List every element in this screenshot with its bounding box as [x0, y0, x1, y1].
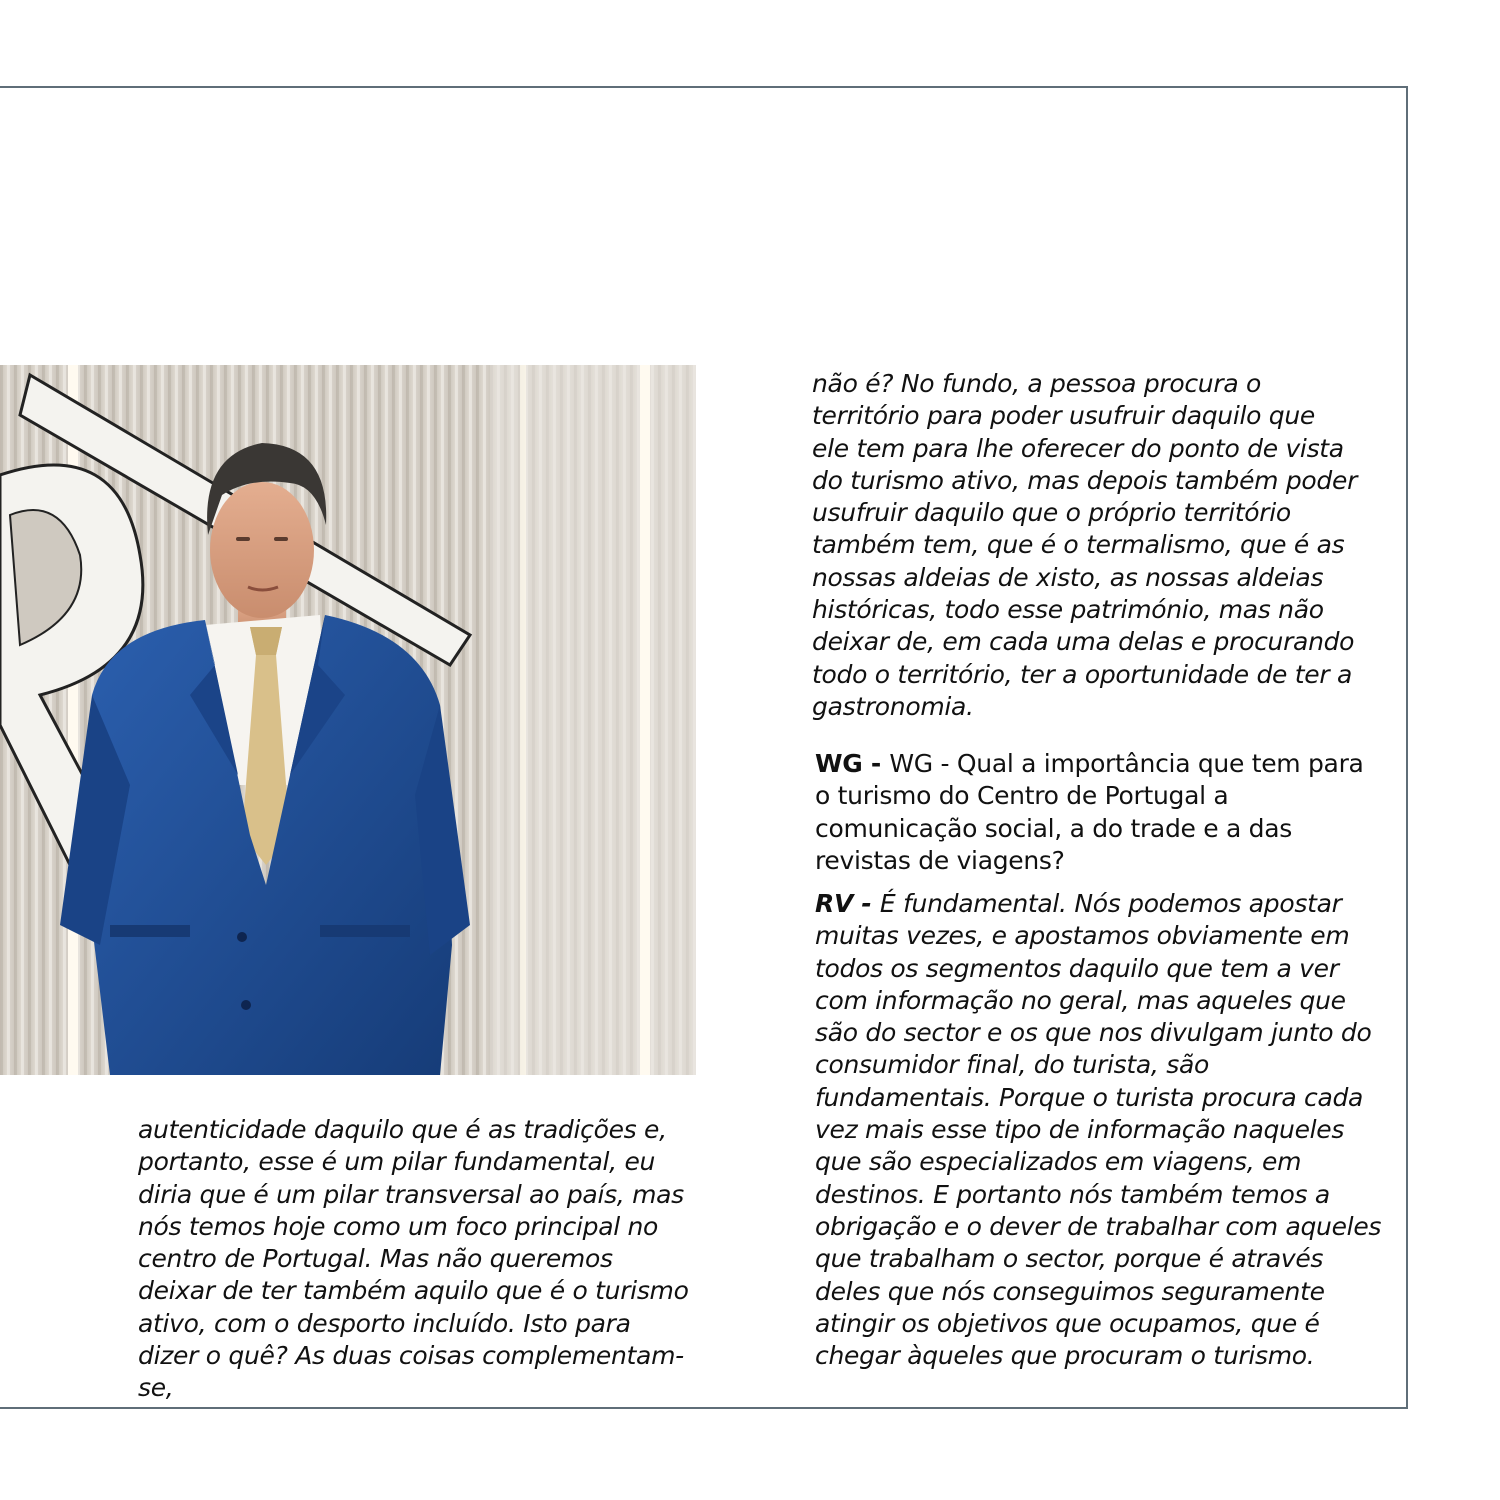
- text-line: usufruir daquilo que o próprio território: [812, 498, 1291, 528]
- text-line: revistas de viagens?: [815, 845, 1065, 875]
- text-line: [815, 748, 1375, 780]
- interview-answer: [815, 888, 1385, 1372]
- text-line: chegar àqueles que procuram o turismo.: [815, 1341, 1315, 1371]
- text-line: também tem, que é o termalismo, que é as: [812, 530, 1345, 560]
- text-line: do turismo ativo, mas depois também poder: [812, 465, 1358, 495]
- text-line: são do sector e os que nos divulgam junto do: [815, 1018, 1372, 1048]
- text-line: nossas aldeias de xisto, as nossas aldeias: [812, 562, 1324, 592]
- right-column-text: [812, 368, 1372, 723]
- text-line: deixar de ter também aquilo que é o turismo: [138, 1276, 689, 1306]
- text-line: território para poder usufruir daquilo que: [812, 401, 1315, 431]
- text-line: consumidor final, do turista, são: [815, 1050, 1209, 1080]
- text-line: dizer o quê? As duas coisas complementam-se,: [138, 1341, 684, 1403]
- text-line: [815, 888, 1385, 920]
- text-line: ativo, com o desporto incluído. Isto para: [138, 1308, 631, 1338]
- text-line: com informação no geral, mas aqueles que: [815, 985, 1346, 1015]
- text-line: deixar de, em cada uma delas e procurando: [812, 627, 1355, 657]
- answer-tag: RV -: [815, 889, 880, 918]
- text-line: centro de Portugal. Mas não queremos: [138, 1244, 613, 1274]
- text-line: todos os segmentos daquilo que tem a ver: [815, 953, 1339, 983]
- text-line: deles que nós conseguimos seguramente: [815, 1276, 1325, 1306]
- text-line: não é? No fundo, a pessoa procura o: [812, 369, 1261, 398]
- text-line: nós temos hoje como um foco principal no: [138, 1211, 659, 1241]
- text-line: históricas, todo esse património, mas não: [812, 595, 1324, 625]
- text-line: autenticidade daquilo que é as tradições e,: [138, 1115, 667, 1144]
- interview-question: [815, 748, 1375, 877]
- answer-line: É fundamental. Nós podemos apostar: [879, 889, 1342, 918]
- text-line: destinos. E portanto nós também temos a: [815, 1179, 1330, 1209]
- text-line: gastronomia.: [812, 691, 974, 721]
- text-line: ele tem para lhe oferecer do ponto de vista: [812, 433, 1344, 463]
- question-line: WG - Qual a importância que tem para: [889, 749, 1364, 778]
- question-tag: WG -: [815, 749, 890, 778]
- text-line: atingir os objetivos que ocupamos, que é: [815, 1308, 1320, 1338]
- text-line: que trabalham o sector, porque é através: [815, 1244, 1324, 1274]
- text-line: todo o território, ter a oportunidade de ter a: [812, 659, 1353, 689]
- text-line: muitas vezes, e apostamos obviamente em: [815, 921, 1350, 951]
- text-line: diria que é um pilar transversal ao país, mas: [138, 1179, 684, 1209]
- text-line: vez mais esse tipo de informação naqueles: [815, 1115, 1345, 1145]
- text-line: portanto, esse é um pilar fundamental, eu: [138, 1147, 656, 1177]
- text-line: que são especializados em viagens, em: [815, 1147, 1302, 1177]
- text-line: comunicação social, a do trade e a das: [815, 813, 1292, 843]
- text-line: o turismo do Centro de Portugal a: [815, 781, 1229, 811]
- text-line: obrigação e o dever de trabalhar com aqueles: [815, 1211, 1382, 1241]
- portrait-photo: [0, 365, 696, 1075]
- left-column-text: [138, 1114, 718, 1405]
- text-line: fundamentais. Porque o turista procura cada: [815, 1082, 1364, 1112]
